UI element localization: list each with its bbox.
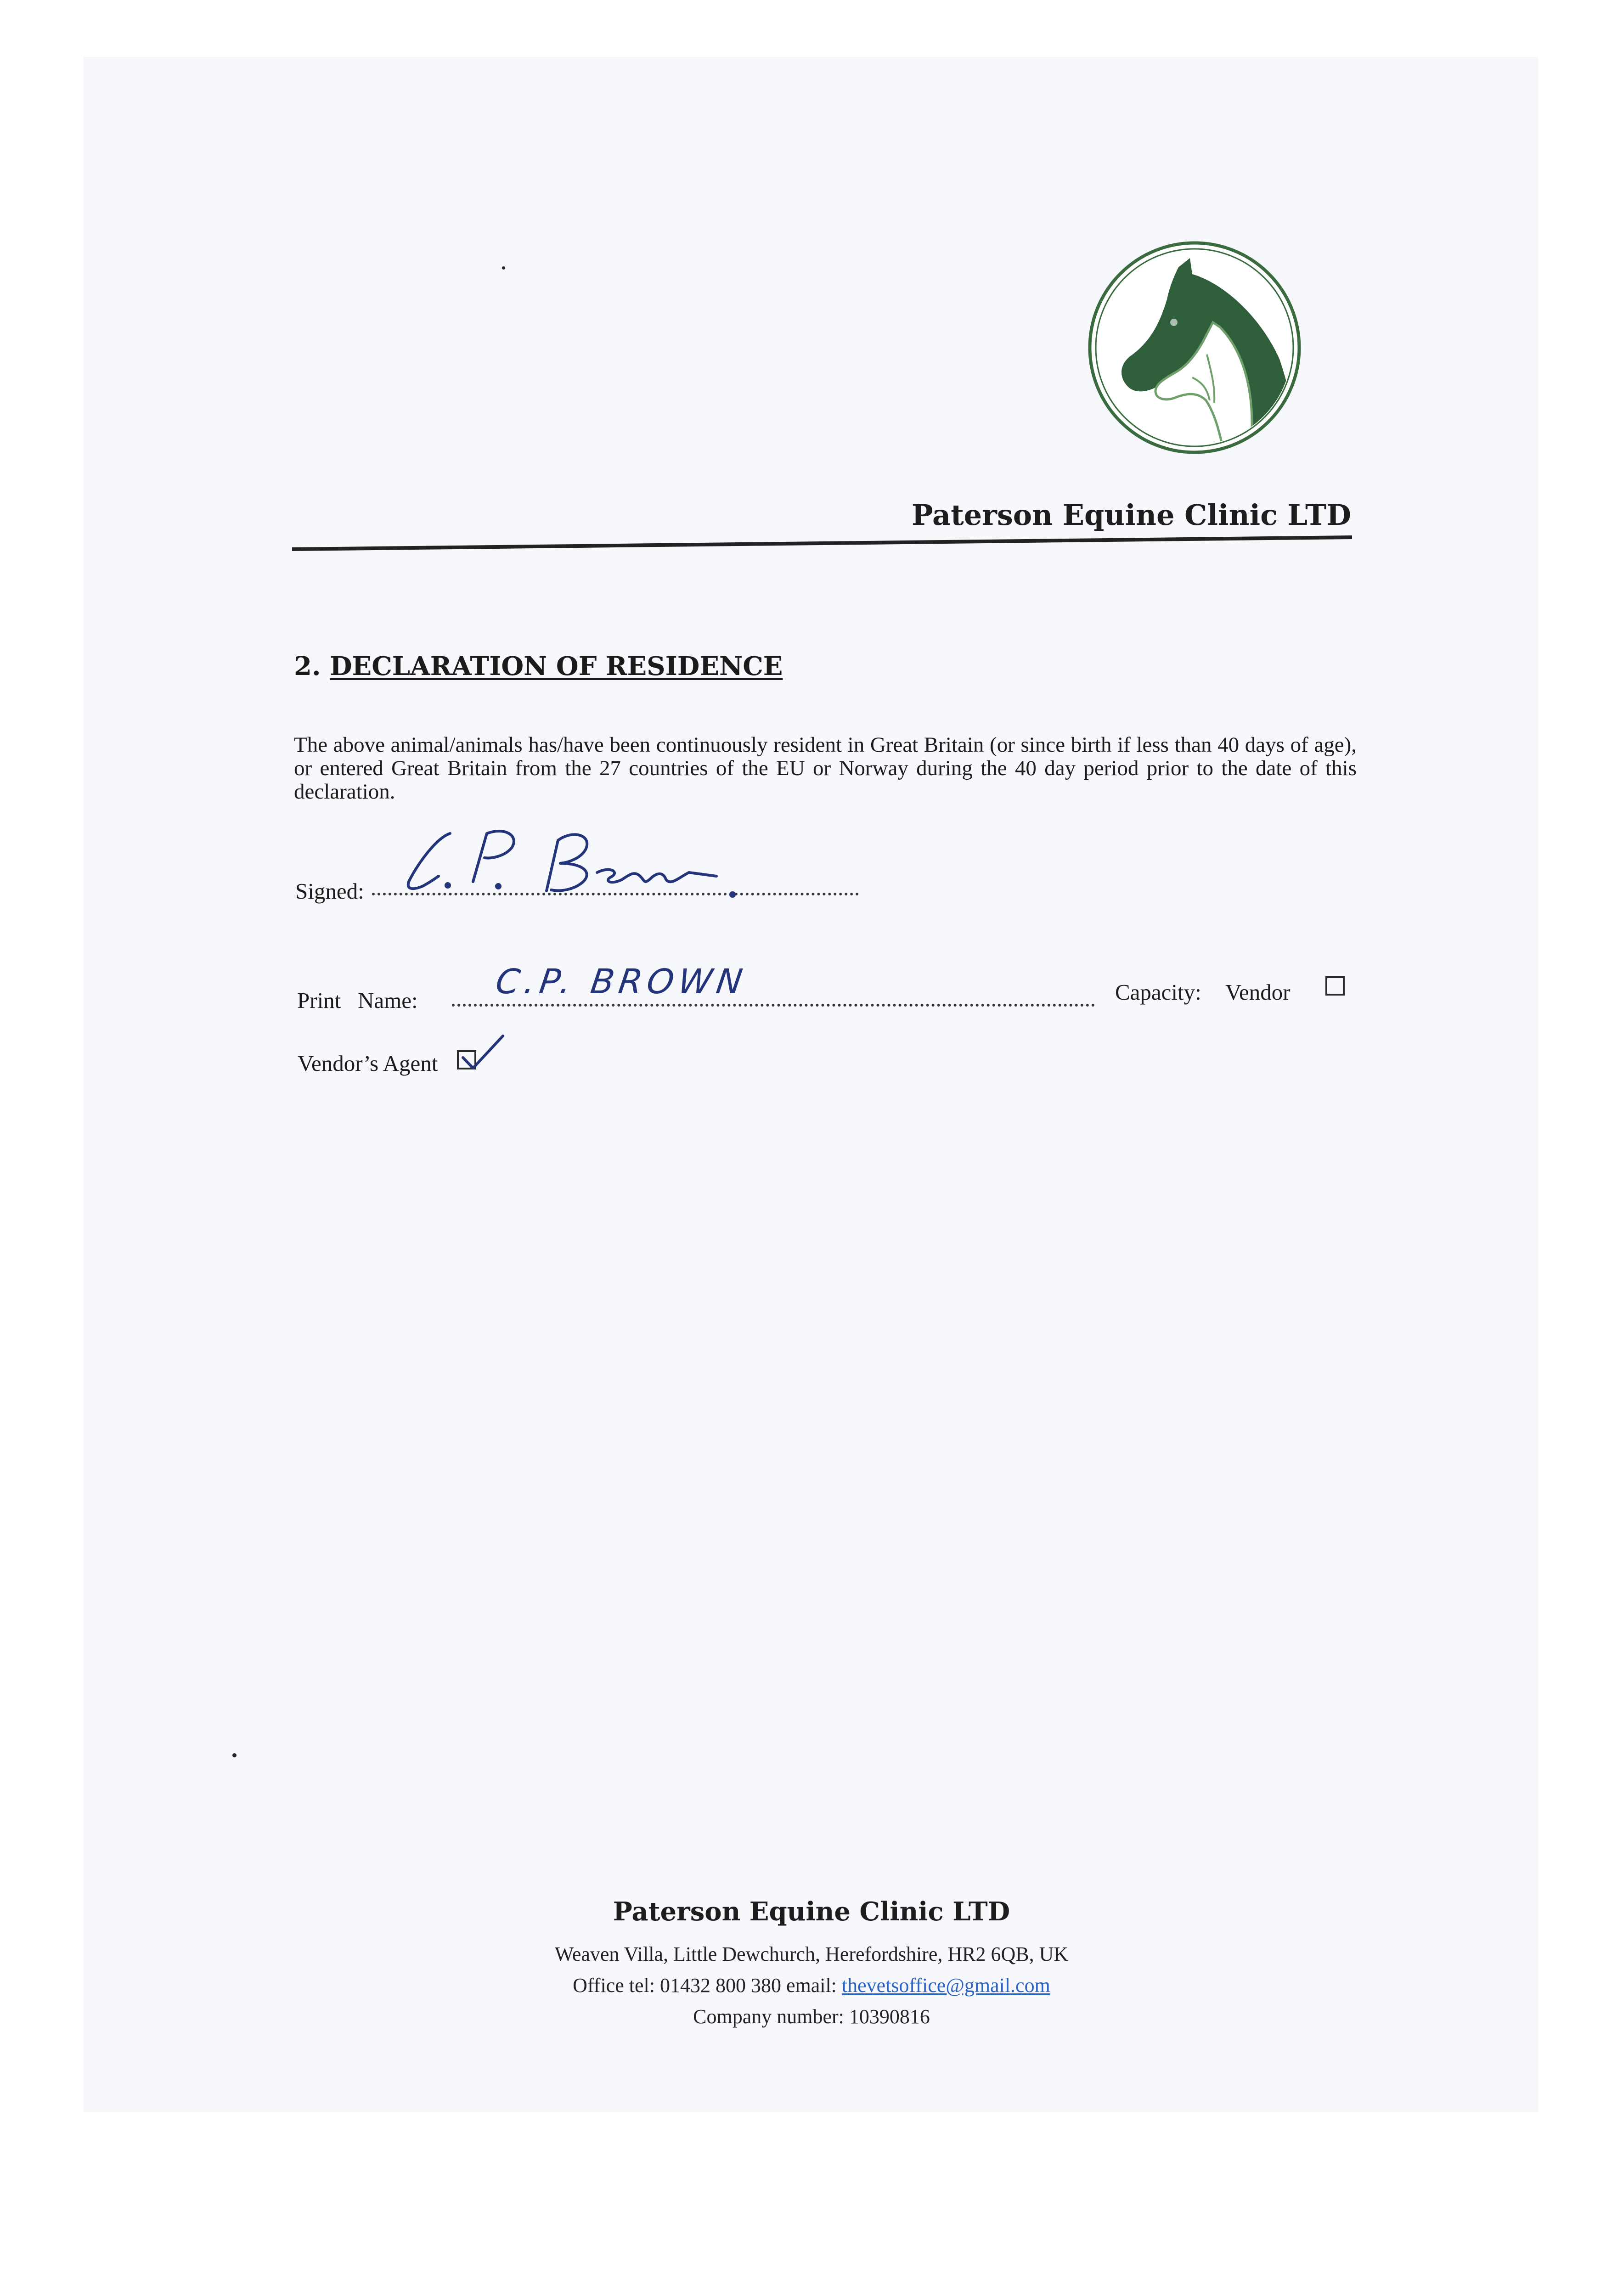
signed-label: Signed: xyxy=(295,878,364,904)
declaration-paragraph: The above animal/animals has/have been continuously resident in Great Britain (or since birth if less than 40 days of age), or entered Great Britain from the 27 countries of the EU or Norway during the 40 day period prior to the date of this declaration. xyxy=(294,733,1357,804)
scanned-page xyxy=(84,57,1538,2112)
capacity-label: Capacity: xyxy=(1115,979,1201,1005)
section-title: DECLARATION OF RESIDENCE xyxy=(329,651,783,681)
print-name-label: Print Name: xyxy=(297,988,418,1013)
scan-speck xyxy=(232,1753,237,1757)
check-mark-icon xyxy=(459,1032,505,1074)
vendors-agent-label: Vendor’s Agent xyxy=(298,1051,438,1076)
footer-contact xyxy=(0,1974,1623,1997)
header-rule xyxy=(292,533,1352,551)
handwritten-signature xyxy=(395,822,753,905)
horse-eye xyxy=(1170,319,1178,326)
email-link[interactable]: thevetsoffice@gmail.com xyxy=(841,1974,1050,1997)
footer-company-number: Company number: 10390816 xyxy=(693,2005,930,2028)
horse-head-logo xyxy=(1087,240,1302,456)
office-tel: Office tel: 01432 800 380 email: xyxy=(573,1974,842,1997)
printed-name-handwritten: C.P. BROWN xyxy=(493,962,750,1002)
vendor-checkbox[interactable] xyxy=(1325,976,1345,996)
print-name-line xyxy=(452,1004,1095,1007)
footer-address: Weaven Villa, Little Dewchurch, Herefordshire, HR2 6QB, UK xyxy=(554,1943,1069,1965)
section-heading xyxy=(294,651,783,681)
header-company-name: Paterson Equine Clinic LTD xyxy=(911,498,1351,532)
scan-speck xyxy=(502,266,505,270)
section-number: 2. xyxy=(294,651,321,681)
footer-company-name: Paterson Equine Clinic LTD xyxy=(613,1896,1010,1927)
vendor-label: Vendor xyxy=(1225,979,1291,1005)
